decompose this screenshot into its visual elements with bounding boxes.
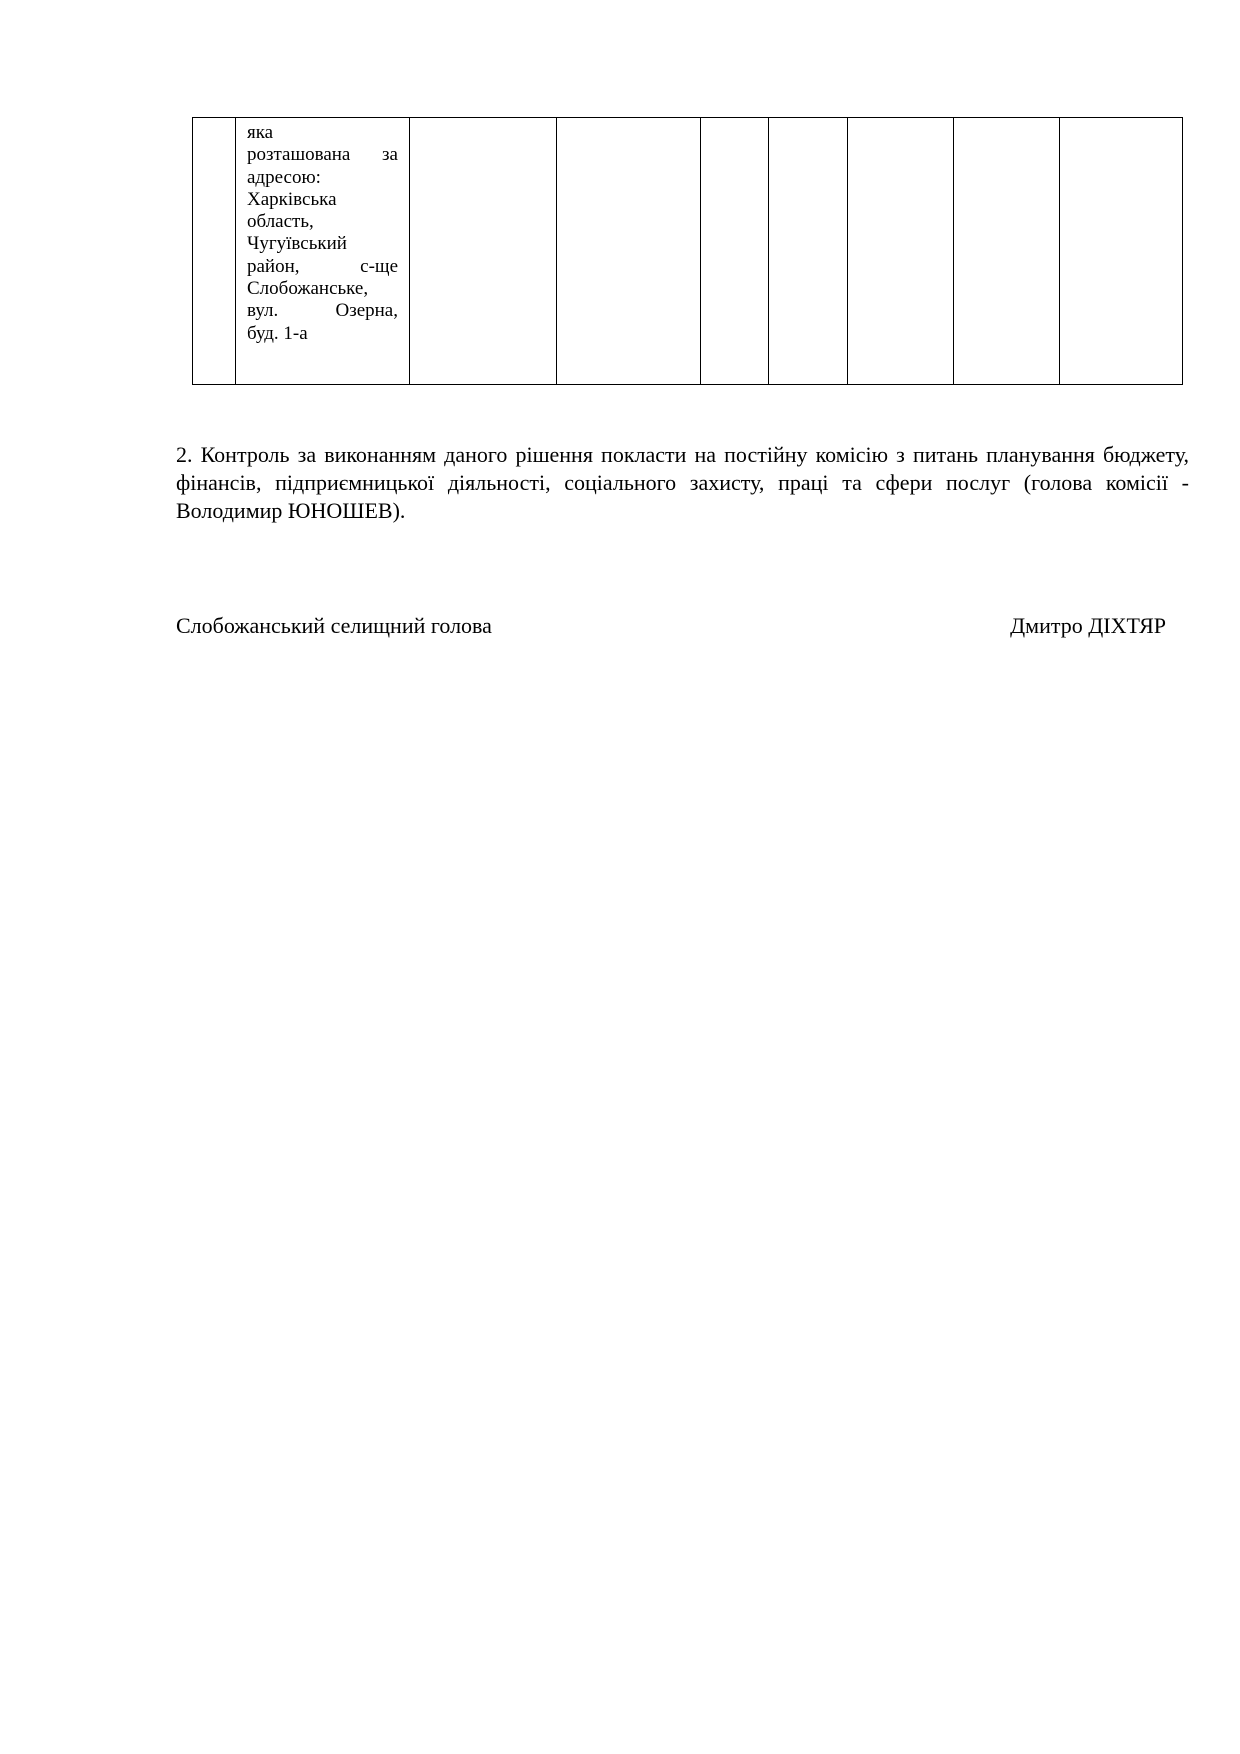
register-table — [192, 117, 1183, 385]
address-line: Чугуївський — [247, 233, 347, 255]
address-line: яка — [247, 122, 274, 143]
signatory-name: Дмитро ДІХТЯР — [1010, 613, 1166, 638]
table-cell-empty — [557, 118, 701, 385]
address-line: розташована за — [247, 144, 398, 166]
table-cell-empty — [848, 118, 954, 385]
address-line: вул. Озерна, — [247, 300, 398, 322]
table-cell-empty — [769, 118, 848, 385]
table-cell-empty — [1060, 118, 1183, 385]
signature-block — [176, 612, 1166, 640]
table-row — [193, 118, 1183, 385]
decision-item-2: 2. Контроль за виконанням даного рішення покласти на постійну комісію з питань планування бюджету, фінансів, підприємницької діяльності, соціального захисту, праці та сфери послуг (голова комісії - Володимир ЮНОШЕВ). — [176, 442, 1189, 523]
table-cell-address — [236, 118, 410, 385]
address-line: Слобожанське, — [247, 278, 369, 300]
signatory-position: Слобожанський селищний голова — [176, 613, 492, 638]
table-cell-empty — [954, 118, 1060, 385]
table-cell-number — [193, 118, 236, 385]
table-cell-empty — [410, 118, 557, 385]
address-line: Харківська — [247, 188, 337, 210]
address-line: область, — [247, 211, 314, 233]
address-line: район, с-ще — [247, 255, 398, 277]
table-cell-empty — [701, 118, 769, 385]
address-line: буд. 1-а — [247, 322, 308, 344]
address-line: адресою: — [247, 166, 321, 188]
